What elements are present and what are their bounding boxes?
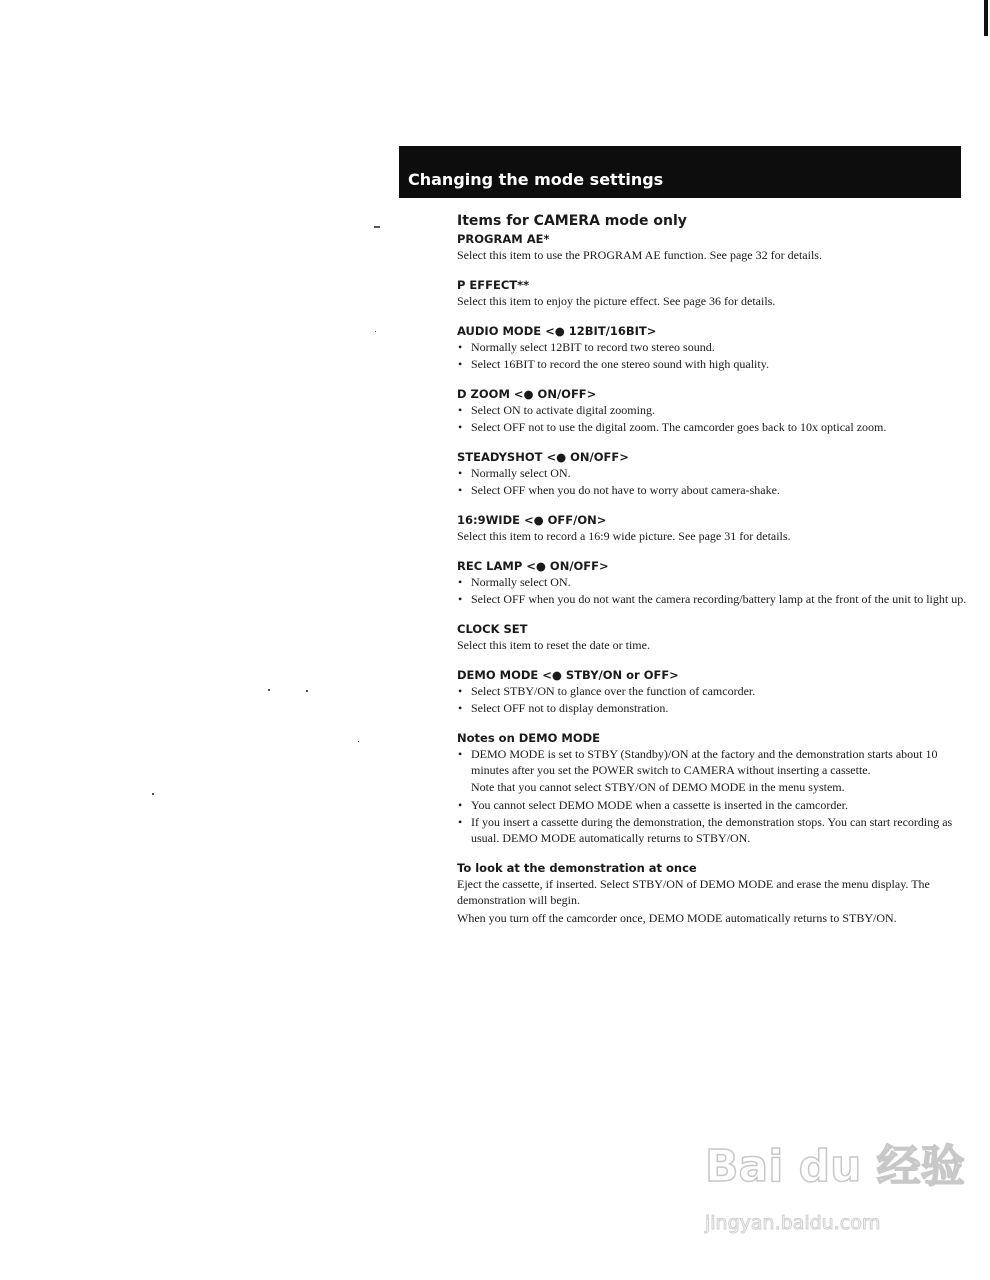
bullet-list [457,683,967,716]
scan-speck [374,226,380,228]
item-title: DEMO MODE <● STBY/ON or OFF> [457,668,679,682]
bullet-item: • Select ON to activate digital zooming. [457,402,967,418]
note-item: • If you insert a cassette during the demonstration, the demonstration stops. You can start recording as usual. DEMO MODE automatically returns to STBY/ON. [457,814,967,846]
bullet-item: • Select 16BIT to record the one stereo sound with high quality. [457,356,967,372]
menu-item-demo-mode [457,667,967,716]
tip-title: To look at the demonstration at once [457,861,697,875]
menu-item-16-9-wide [457,512,967,544]
notes-list [457,746,967,778]
watermark [705,1130,965,1250]
menu-item-d-zoom [457,386,967,435]
item-title: PROGRAM AE* [457,232,550,246]
scan-speck [358,741,359,742]
menu-item-steadyshot [457,449,967,498]
scan-speck [268,689,270,691]
bullet-list [457,574,967,607]
item-title: CLOCK SET [457,622,528,636]
item-title: REC LAMP <● ON/OFF> [457,559,609,573]
note-item: • You cannot select DEMO MODE when a cassette is inserted in the camcorder. [457,797,967,813]
notes-demo-mode [457,730,967,846]
watermark-logo: Bai du 经验 [705,1141,965,1192]
notes-title: Notes on DEMO MODE [457,731,601,745]
item-description: Select this item to record a 16:9 wide picture. See page 31 for details. [457,529,791,543]
bullet-item: • Select OFF when you do not have to worry about camera-shake. [457,482,967,498]
item-description: Select this item to reset the date or time. [457,638,650,652]
scan-speck [152,793,154,795]
page-title: Changing the mode settings [408,170,664,189]
menu-item-clock-set [457,621,967,653]
watermark-url: jingyan.baidu.com [705,1212,881,1234]
demo-tip [457,860,967,926]
item-title: STEADYSHOT <● ON/OFF> [457,450,629,464]
menu-item-rec-lamp [457,558,967,607]
notes-list [457,797,967,846]
bullet-item: • Select OFF not to use the digital zoom. The camcorder goes back to 10x optical zoom. [457,419,967,435]
tip-paragraph: When you turn off the camcorder once, DEMO MODE automatically returns to STBY/ON. [457,911,897,925]
section-header-bar [399,146,961,198]
page-edge-mark [984,0,988,36]
section-title: Items for CAMERA mode only [457,213,687,229]
item-description: Select this item to enjoy the picture effect. See page 36 for details. [457,294,776,308]
menu-item-p-effect [457,277,967,309]
bullet-item: • Normally select 12BIT to record two stereo sound. [457,339,967,355]
content-column [457,212,967,940]
menu-item-audio-mode [457,323,967,372]
menu-item-program-ae [457,231,967,263]
bullet-item: • Select STBY/ON to glance over the function of camcorder. [457,683,967,699]
bullet-list [457,402,967,435]
item-title: D ZOOM <● ON/OFF> [457,387,597,401]
note-item: • DEMO MODE is set to STBY (Standby)/ON at the factory and the demonstration starts about 10 minutes after you set the POWER switch to CAMERA without inserting a cassette. [457,746,967,778]
item-title: 16:9WIDE <● OFF/ON> [457,513,607,527]
bullet-list [457,339,967,372]
bullet-list [457,465,967,498]
bullet-item: • Normally select ON. [457,465,967,481]
note-detail: Note that you cannot select STBY/ON of DEMO MODE in the menu system. [471,780,845,794]
scan-speck [306,690,308,692]
item-title: P EFFECT** [457,278,530,292]
item-description: Select this item to use the PROGRAM AE function. See page 32 for details. [457,248,822,262]
tip-paragraph: Eject the cassette, if inserted. Select STBY/ON of DEMO MODE and erase the menu display. The demonstration will begin. [457,877,930,907]
bullet-item: • Normally select ON. [457,574,967,590]
bullet-item: • Select OFF when you do not want the camera recording/battery lamp at the front of the unit to light up. [457,591,967,607]
bullet-item: • Select OFF not to display demonstration. [457,700,967,716]
scan-speck [375,331,376,332]
item-title: AUDIO MODE <● 12BIT/16BIT> [457,324,657,338]
